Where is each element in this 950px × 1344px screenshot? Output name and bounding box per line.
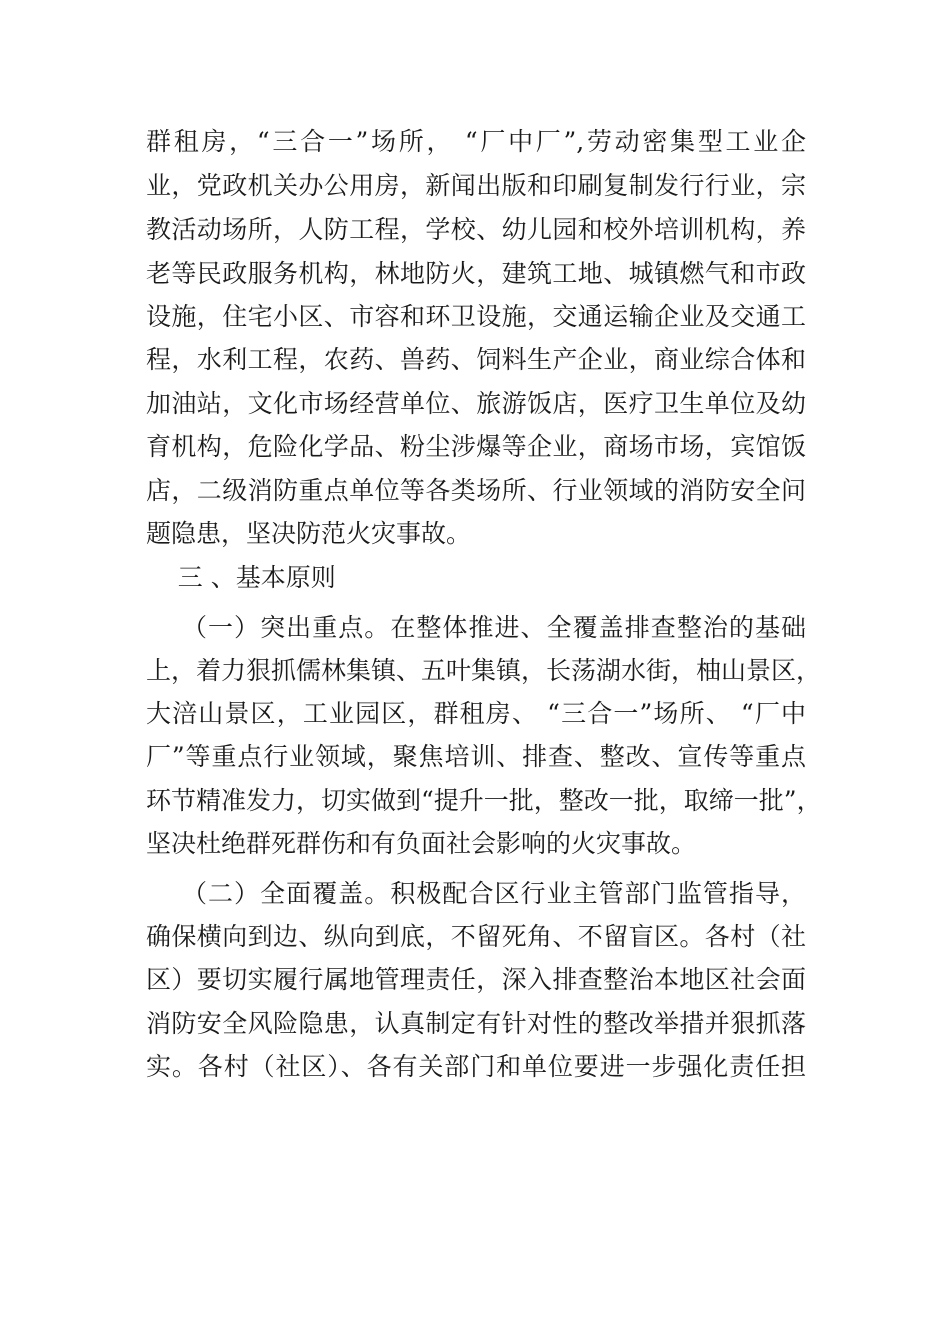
text-line-21: 消防安全风险隐患，认真制定有针对性的整改举措并狠抓落 <box>146 1009 806 1038</box>
text-line-20: 区）要切实履行属地管理责任，深入排查整治本地区社会面 <box>146 965 806 994</box>
text-line-10: 题隐患，坚决防范火灾事故。 <box>146 519 472 548</box>
text-line-15: 厂”等重点行业领域，聚焦培训、排查、整改、宣传等重点 <box>146 742 806 771</box>
text-line-13: 上，着力狠抓儒林集镇、五叶集镇，长荡湖水街，柚山景区， <box>146 656 822 685</box>
text-line-7: 加油站，文化市场经营单位、旅游饭店，医疗卫生单位及幼 <box>146 389 806 418</box>
text-line-12: （一）突出重点。在整体推进、全覆盖排查整治的基础 <box>146 613 806 642</box>
text-line-8: 育机构，危险化学品、粉尘涉爆等企业，商场市场，宾馆饭 <box>146 432 806 461</box>
text-line-16: 环节精准发力，切实做到“提升一批，整改一批，取缔一批”， <box>146 786 822 815</box>
text-line-4: 老等民政服务机构，林地防火，建筑工地、城镇燃气和市政 <box>146 259 806 288</box>
text-line-1: 群租房，“三合一”场所， “厂中厂”,劳动密集型工业企 <box>146 127 806 156</box>
section-heading: 三 、基本原则 <box>146 563 336 592</box>
text-line-6: 程，水利工程，农药、兽药、饲料生产企业，商业综合体和 <box>146 345 806 374</box>
text-line-18: （二）全面覆盖。积极配合区行业主管部门监管指导， <box>146 879 806 908</box>
text-line-17: 坚决杜绝群死群伤和有负面社会影响的火灾事故。 <box>146 829 697 858</box>
text-line-19: 确保横向到边、纵向到底，不留死角、不留盲区。各村（社 <box>146 922 806 951</box>
text-line-3: 教活动场所，人防工程，学校、幼儿园和校外培训机构，养 <box>146 215 806 244</box>
text-line-5: 设施，住宅小区、市容和环卫设施，交通运输企业及交通工 <box>146 302 806 331</box>
text-line-22: 实。各村（社区）、各有关部门和单位要进一步强化责任担 <box>146 1052 806 1081</box>
text-line-14: 大涪山景区，工业园区，群租房、 “三合一”场所、 “厂中 <box>146 699 806 728</box>
text-line-9: 店，二级消防重点单位等各类场所、行业领域的消防安全问 <box>146 476 806 505</box>
text-line-2: 业，党政机关办公用房，新闻出版和印刷复制发行行业，宗 <box>146 171 806 200</box>
